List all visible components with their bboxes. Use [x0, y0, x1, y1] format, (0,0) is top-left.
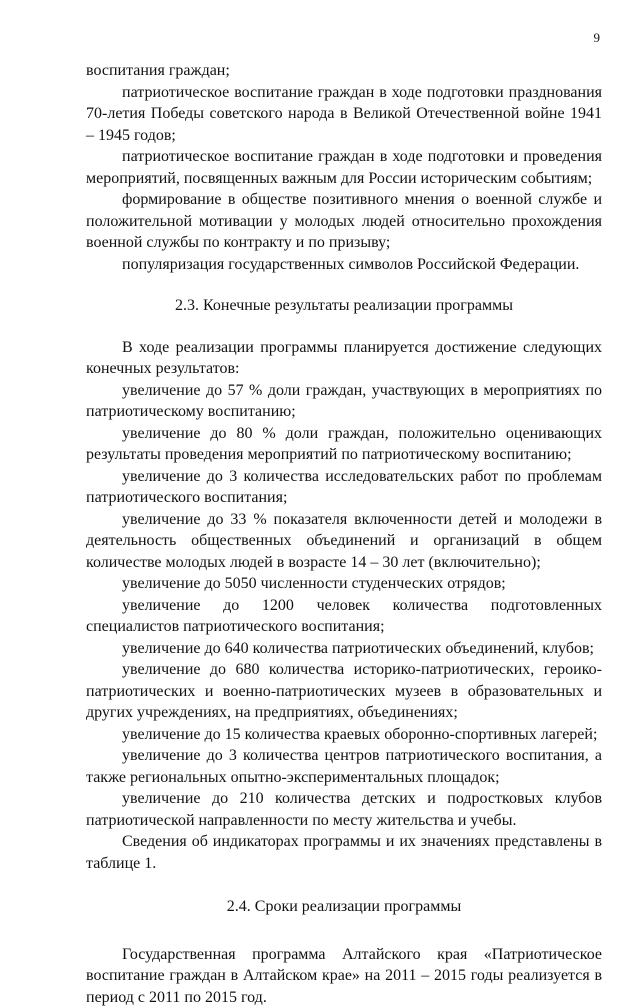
- paragraph: патриотическое воспитание граждан в ходе подготовки празднования 70-летия Победы советского народа в Великой Отечественной войне 1941 – 1945 годов;: [86, 82, 602, 147]
- result-item: увеличение до 640 количества патриотических объединений, клубов;: [86, 638, 602, 660]
- paragraph: патриотическое воспитание граждан в ходе подготовки и проведения мероприятий, посвященных важным для России историческим событиям;: [86, 146, 602, 189]
- result-item: увеличение до 80 % доли граждан, положительно оценивающих результаты проведения мероприятий по патриотическому воспитанию;: [86, 423, 602, 466]
- result-item: увеличение до 57 % доли граждан, участвующих в мероприятиях по патриотическому воспитанию;: [86, 380, 602, 423]
- section-heading: 2.4. Сроки реализации программы: [86, 896, 602, 918]
- result-item: увеличение до 680 количества историко-патриотических, героико-патриотических и военно-патриотических музеев в образовательных и других учреждениях, на предприятиях, объединениях;: [86, 659, 602, 724]
- result-item: увеличение до 5050 численности студенческих отрядов;: [86, 573, 602, 595]
- document-body: [86, 60, 602, 1008]
- section-heading: 2.3. Конечные результаты реализации программы: [86, 295, 602, 317]
- paragraph-intro: В ходе реализации программы планируется достижение следующих конечных результатов:: [86, 337, 602, 380]
- result-item: увеличение до 3 количества исследовательских работ по проблемам патриотического воспитания;: [86, 466, 602, 509]
- result-item: увеличение до 15 количества краевых оборонно-спортивных лагерей;: [86, 724, 602, 746]
- result-item: увеличение до 1200 человек количества подготовленных специалистов патриотического воспитания;: [86, 595, 602, 638]
- paragraph: популяризация государственных символов Российской Федерации.: [86, 254, 602, 276]
- paragraph-table-reference: Сведения об индикаторах программы и их значениях представлены в таблице 1.: [86, 831, 602, 874]
- result-item: увеличение до 33 % показателя включенности детей и молодежи в деятельность общественных объединений и организаций в общем количестве молодых людей в возрасте 14 – 30 лет (включительно);: [86, 509, 602, 574]
- paragraph-continuation: воспитания граждан;: [86, 60, 602, 82]
- paragraph: формирование в обществе позитивного мнения о военной службе и положительной мотивации у молодых людей относительно прохождения военной службы по контракту и по призыву;: [86, 189, 602, 254]
- paragraph: Государственная программа Алтайского края «Патриотическое воспитание граждан в Алтайском крае» на 2011 – 2015 годы реализуется в период с 2011 по 2015 год.: [86, 944, 602, 1008]
- page-number: 9: [594, 30, 601, 46]
- result-item: увеличение до 210 количества детских и подростковых клубов патриотической направленности по месту жительства и учебы.: [86, 788, 602, 831]
- result-item: увеличение до 3 количества центров патриотического воспитания, а также региональных опытно-экспериментальных площадок;: [86, 745, 602, 788]
